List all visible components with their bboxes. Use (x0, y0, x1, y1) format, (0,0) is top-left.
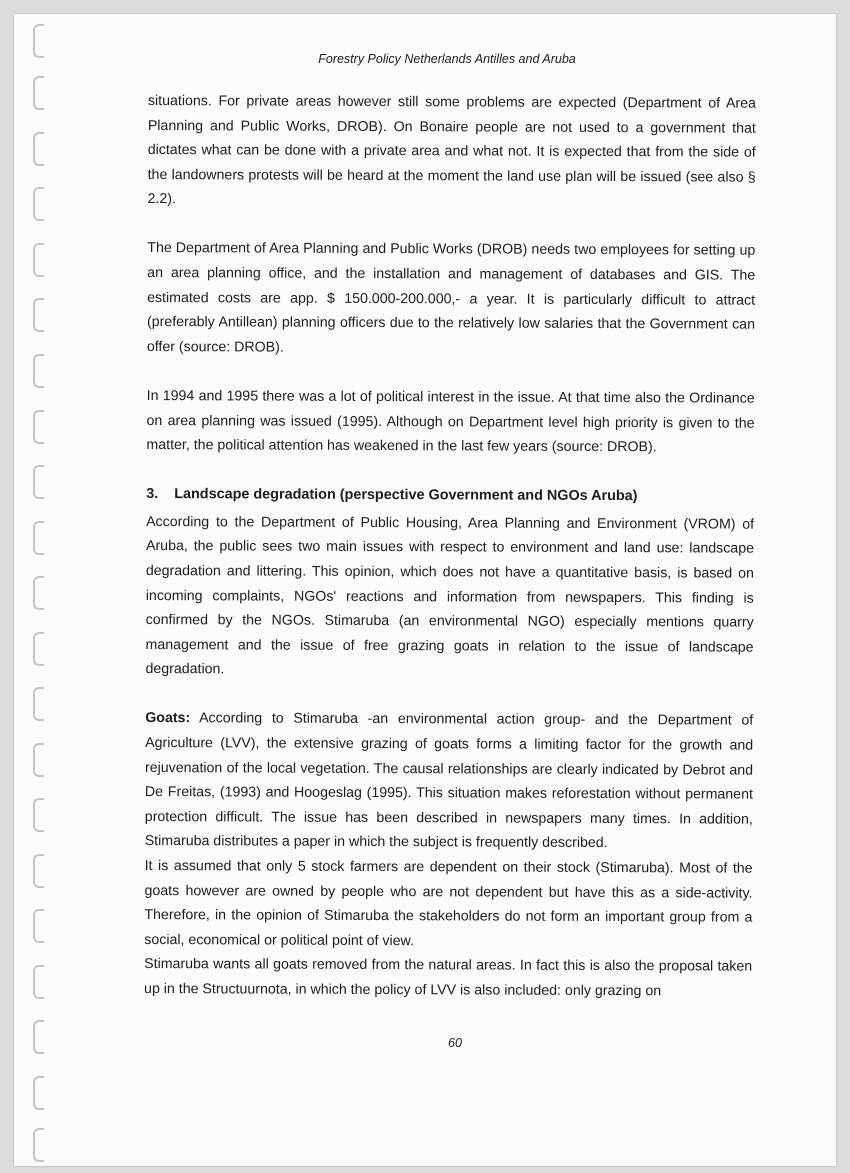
binder-ring (33, 298, 44, 332)
binder-ring (33, 521, 44, 555)
binder-ring (33, 632, 44, 666)
binder-ring (33, 576, 44, 610)
binder-ring (33, 187, 44, 221)
binder-ring (33, 1076, 44, 1110)
section-number: 3. (146, 486, 159, 503)
binder-ring (33, 1020, 44, 1054)
paragraph: According to the Department of Public Housing, Area Planning and Environment (VROM) of Aruba, the public sees two main issues with respect to environment and land use: landscape degradation and littering. This opinion, which does not have a quantitative basis, is based on incoming complaints, NGOs' reactions and information from newspapers. This finding is confirmed by the NGOs. Stimaruba (an environmental NGO) especially mentions quarry management and the issue of free grazing goats in relation to the issue of landscape degradation. (145, 513, 755, 678)
binder-ring (33, 687, 44, 721)
page-number: 60 (448, 1036, 462, 1050)
binder-ring (33, 243, 44, 277)
running-header: Forestry Policy Netherlands Antilles and Aruba (318, 52, 576, 66)
binder-ring (33, 743, 44, 777)
paragraph: In 1994 and 1995 there was a lot of political interest in the issue. At that time also the Ordinance on area planning was issued (1995). Although on Department level high priority is given to the matter, the political attention has weakened in the last few years (source: DROB). (146, 387, 755, 456)
binder-ring (33, 1128, 44, 1162)
binder-ring (33, 965, 44, 999)
paragraph-lead: Goats: (145, 710, 191, 727)
binder-ring (33, 909, 44, 943)
paragraph (145, 706, 754, 856)
page-body (144, 89, 756, 1004)
binder-ring (33, 410, 44, 444)
document-page (14, 14, 836, 1166)
binder-ring (33, 465, 44, 499)
paragraph: Stimaruba wants all goats removed from the natural areas. In fact this is also the proposal taken up in the Structuurnota, in which the policy of LVV is also included: only grazing on (144, 956, 753, 1000)
section-heading (146, 482, 754, 509)
paragraph-text: According to Stimaruba -an environmental action group- and the Department of Agriculture (LVV), the extensive grazing of goats forms a limiting factor for the growth and rejuvenation of the local vegetation. The causal relationships are clearly indicated by Debrot and De Freitas, (1993) and Hoogeslag (1995). This situation makes reforestation without permanent protection difficult. The issue has been described in newspapers many times. In addition, Stimaruba distributes a paper in which the subject is frequently described. (144, 710, 754, 852)
section-title: Landscape degradation (perspective Government and NGOs Aruba) (174, 486, 638, 505)
paragraph: The Department of Area Planning and Public Works (DROB) needs two employees for setting up an area planning office, and the installation and management of databases and GIS. The estimated costs are app. $ 150.000-200.000,- a year. It is particularly difficult to attract (preferably Antillean) planning officers due to the relatively low salaries that the Government can offer (source: DROB). (146, 240, 756, 356)
binder-ring (33, 354, 44, 388)
paragraph: situations. For private areas however still some problems are expected (Department of Area Planning and Public Works, DROB). On Bonaire people are not used to a government that dictates what can be done with a private area and what not. It is expected that from the side of the landowners protests will be heard at the moment the land use plan will be issued (see also § 2.2). (147, 92, 756, 208)
binder-ring (33, 76, 44, 110)
paragraph: It is assumed that only 5 stock farmers are dependent on their stock (Stimaruba). Most of the goats however are owned by people who are not dependent but have this as a side-activity. Therefore, in the opinion of Stimaruba the stakeholders do not form an important group from a social, economical or political point of view. (144, 858, 753, 949)
binder-ring (33, 798, 44, 832)
binder-ring (33, 132, 44, 166)
binder-ring (33, 854, 44, 888)
binder-rings (30, 14, 50, 1166)
